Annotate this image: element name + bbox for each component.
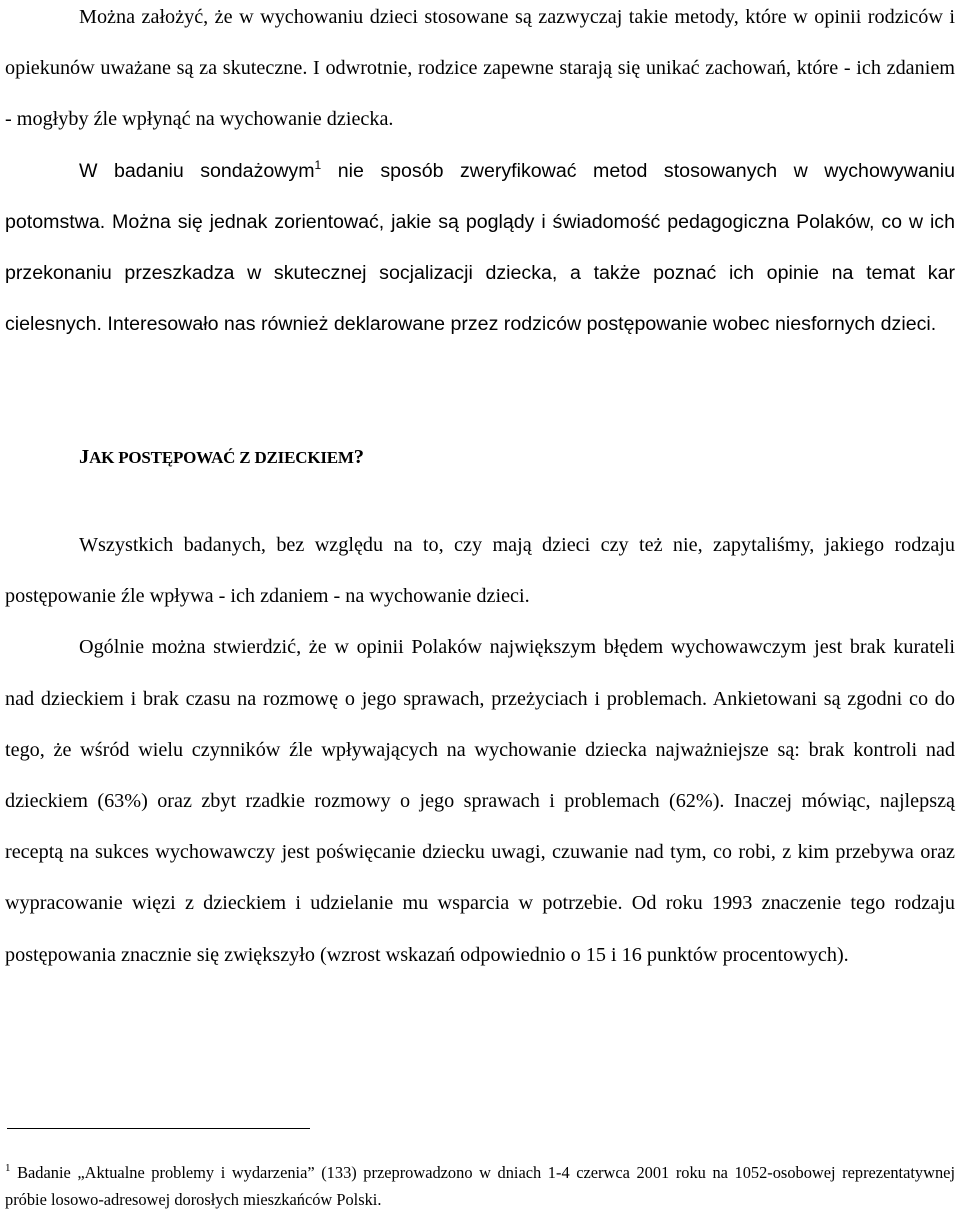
- footnote-reference: 1: [314, 157, 322, 172]
- document-page: [5, 0, 955, 1209]
- paragraph-intro: Można założyć, że w wychowaniu dzieci stosowane są zazwyczaj takie metody, które w opinii rodziców i opiekunów uważane są za skuteczne. I odwrotnie, rodzice zapewne starają się unikać zachowań, które - ich zdaniem - mogłyby źle wpłynąć na wychowanie dziecka.: [5, 6, 955, 131]
- footnote-number: 1: [5, 1162, 11, 1174]
- paragraph-survey-method: [5, 146, 955, 351]
- section-body: [5, 520, 955, 981]
- heading-question-mark: ?: [353, 446, 364, 468]
- heading-initial: J: [79, 446, 90, 468]
- survey-method-text-start: W badaniu sondażowym: [79, 159, 315, 182]
- paragraph-question: Wszystkich badanych, bez względu na to, czy mają dzieci czy też nie, zapytaliśmy, jakiego rodzaju postępowanie źle wpływa - ich zdaniem - na wychowanie dzieci.: [5, 534, 955, 608]
- footnote-text: Badanie „Aktualne problemy i wydarzenia” (133) przeprowadzono w dniach 1-4 czerwca 2001 roku na 1052-osobowej reprezentatywnej próbie losowo-adresowej dorosłych mieszkańców Polski.: [5, 1163, 955, 1209]
- footnote: [5, 1159, 955, 1213]
- heading-text: AK POSTĘPOWAĆ Z DZIECKIEM: [89, 448, 354, 467]
- survey-method-text-rest: nie sposób zweryfikować metod stosowanych w wychowywaniu potomstwa. Można się jednak zorientować, jakie są poglądy i świadomość pedagogiczna Polaków, co w ich przekonaniu przeszkadza w skutecznej socjalizacji dziecka, a także poznać ich opinie na temat kar cielesnych. Interesowało nas również deklarowane przez rodziców postępowanie wobec niesfornych dzieci.: [5, 159, 955, 336]
- paragraph-findings: Ogólnie można stwierdzić, że w opinii Polaków największym błędem wychowawczym jest brak kurateli nad dzieckiem i brak czasu na rozmowę o jego sprawach, przeżyciach i problemach. Ankietowani są zgodni co do tego, że wśród wielu czynników źle wpływających na wychowanie dziecka najważniejsze są: brak kontroli nad dzieckiem (63%) oraz zbyt rzadkie rozmowy o jego sprawach i problemach (62%). Inaczej mówiąc, najlepszą receptą na sukces wychowawczy jest poświęcanie dziecku uwagi, czuwanie nad tym, co robi, z kim przebywa oraz wypracowanie więzi z dzieckiem i udzielanie mu wsparcia w potrzebie. Od roku 1993 znaczenie tego rodzaju postępowania znacznie się zwiększyło (wzrost wskazań odpowiednio o 15 i 16 punktów procentowych).: [5, 636, 955, 966]
- footnote-separator: [7, 1128, 310, 1129]
- section-heading: [79, 446, 364, 469]
